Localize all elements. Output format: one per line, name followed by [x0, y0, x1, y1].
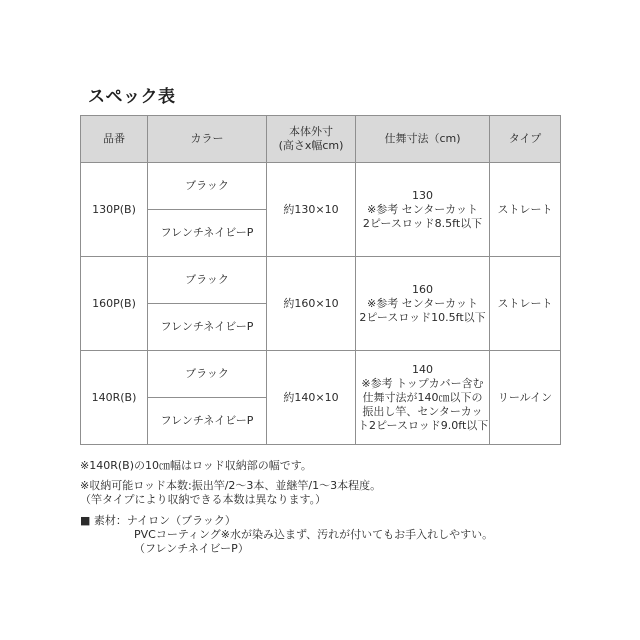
- color-cell: ブラック: [148, 257, 267, 304]
- color-cell: フレンチネイビーP: [148, 398, 267, 445]
- type-cell: ストレート: [490, 257, 561, 351]
- folded-line: 振出し竿、センターカッ: [362, 404, 483, 418]
- material-line: （フレンチネイビーP）: [134, 542, 249, 555]
- folded-cell: [356, 163, 490, 257]
- folded-line: 仕舞寸法が140㎝以下の: [362, 390, 483, 404]
- size-cell: 約130×10: [267, 163, 356, 257]
- type-cell: ストレート: [490, 163, 561, 257]
- material-line: PVCコーティング※水が染み込まず、汚れが付いてもお手入れしやすい。: [134, 528, 494, 541]
- folded-line: 130: [412, 188, 433, 202]
- page-title: スペック表: [88, 87, 176, 107]
- folded-cell: [356, 351, 490, 445]
- spec-table: [80, 115, 561, 445]
- color-cell: ブラック: [148, 351, 267, 398]
- model-cell: 140R(B): [81, 351, 148, 445]
- folded-cell: [356, 257, 490, 351]
- folded-line: ト2ピースロッド9.0ft以下: [358, 418, 489, 432]
- folded-line: ※参考 センターカット: [367, 296, 478, 310]
- model-cell: 160P(B): [81, 257, 148, 351]
- folded-line: 2ピースロッド10.5ft以下: [359, 310, 486, 324]
- header-folded: 仕舞寸法（cm): [356, 116, 490, 163]
- material-label: ■ 素材：ナイロン（ブラック）: [80, 514, 236, 527]
- folded-line: 160: [412, 282, 433, 296]
- header-type: タイプ: [490, 116, 561, 163]
- header-size-line: 本体外寸: [289, 125, 333, 138]
- color-cell: フレンチネイビーP: [148, 304, 267, 351]
- note-capacity: ※収納可能ロッド本数:振出竿/2～3本、並継竿/1～3本程度。: [80, 479, 382, 492]
- table-row: [81, 163, 561, 210]
- folded-line: ※参考 センターカット: [367, 202, 478, 216]
- folded-line: 2ピースロッド8.5ft以下: [362, 216, 483, 230]
- color-cell: ブラック: [148, 163, 267, 210]
- color-cell: フレンチネイビーP: [148, 210, 267, 257]
- model-cell: 130P(B): [81, 163, 148, 257]
- type-cell: リールイン: [490, 351, 561, 445]
- note-capacity-detail: （竿タイプにより収納できる本数は異なります。）: [80, 493, 327, 506]
- folded-line: ※参考 トップカバー含む: [361, 376, 484, 390]
- table-header-row: [81, 116, 561, 163]
- note-width: ※140R(B)の10㎝幅はロッド収納部の幅です。: [80, 459, 312, 472]
- folded-line: 140: [412, 362, 433, 376]
- header-model: 品番: [81, 116, 148, 163]
- header-color: カラー: [148, 116, 267, 163]
- size-cell: 約160×10: [267, 257, 356, 351]
- header-size: [267, 116, 356, 163]
- table-row: [81, 351, 561, 398]
- header-size-line: (高さx幅cm): [278, 139, 344, 152]
- table-row: [81, 257, 561, 304]
- size-cell: 約140×10: [267, 351, 356, 445]
